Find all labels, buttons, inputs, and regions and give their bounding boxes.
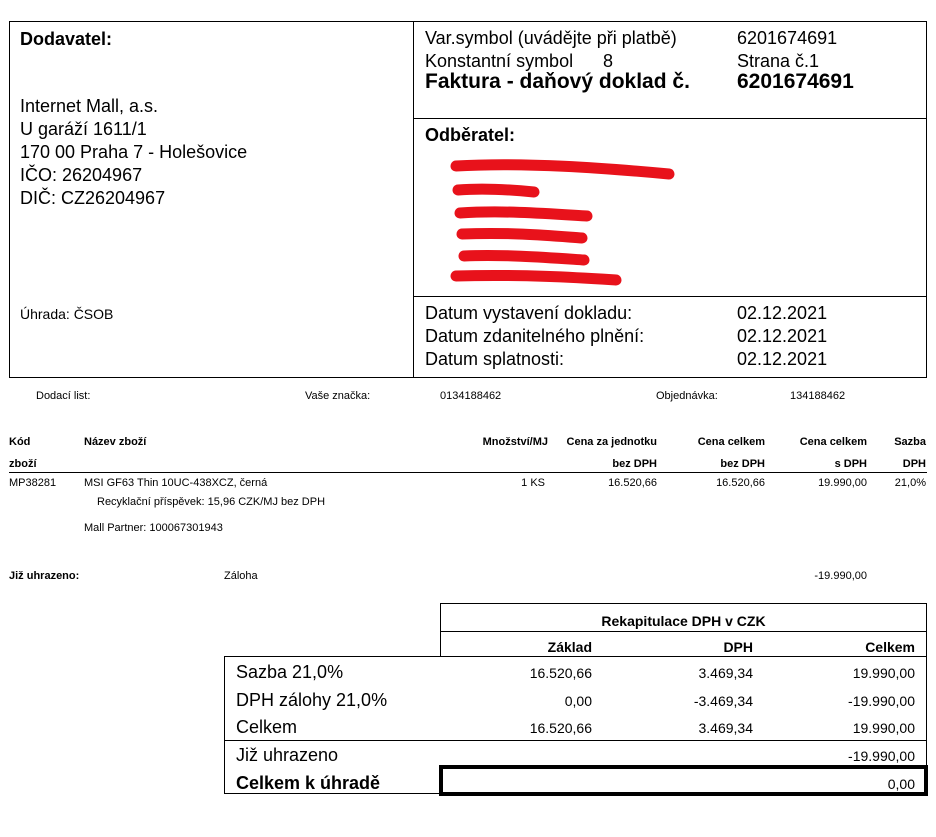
recap-col-base: Základ (547, 639, 592, 655)
recap-row-rate-vat: 3.469,34 (698, 665, 753, 681)
recap-title: Rekapitulace DPH v CZK (601, 613, 766, 629)
recycling-fee: Recyklační příspěvek: 15,96 CZK/MJ bez DPH (97, 496, 326, 508)
col-rate: Sazba (894, 436, 926, 448)
col-name: Název zboží (84, 436, 147, 448)
item-name: MSI GF63 Thin 10UC-438XCZ, černá (84, 477, 268, 489)
recap-paid-label: Již uhrazeno (236, 745, 339, 765)
date-issue-value: 02.12.2021 (737, 303, 828, 323)
recap-row-rate-base: 16.520,66 (529, 665, 592, 681)
col-total-vat-2: s DPH (834, 458, 867, 470)
items-header-line (9, 472, 927, 473)
col-unit-price-2: bez DPH (612, 458, 657, 470)
recap-row-advance-label: DPH zálohy 21,0% (236, 690, 388, 710)
recap-paid-value: -19.990,00 (848, 748, 915, 764)
col-total-vat: Cena celkem (799, 436, 867, 448)
invoice-number: 6201674691 (737, 70, 854, 93)
invoice-divider (413, 118, 927, 119)
supplier-dic: DIČ: CZ26204967 (20, 188, 166, 208)
supplier-heading: Dodavatel: (20, 29, 113, 49)
date-taxable-label: Datum zdanitelného plnění: (425, 326, 645, 346)
delivery-note-label: Dodací list: (36, 390, 91, 402)
col-unit-price: Cena za jednotku (566, 436, 657, 448)
const-symbol-label: Konstantní symbol (425, 51, 574, 71)
page-number: Strana č.1 (737, 51, 820, 71)
recap-body-top-line (224, 656, 927, 657)
supplier-city: 170 00 Praha 7 - Holešovice (20, 142, 248, 162)
recap-row-advance-total: -19.990,00 (848, 693, 915, 709)
recap-col-vat: DPH (723, 639, 753, 655)
recap-body-left-line (224, 656, 225, 794)
recap-row-total-label: Celkem (236, 717, 298, 737)
col-code: Kód (9, 436, 31, 448)
item-total-vat: 19.990,00 (818, 477, 867, 489)
customer-heading: Odběratel: (425, 125, 516, 145)
item-code: MP38281 (9, 477, 57, 489)
var-symbol-label: Var.symbol (uvádějte při platbě) (425, 28, 677, 48)
your-mark-value: 0134188462 (440, 390, 502, 402)
supplier-name: Internet Mall, a.s. (20, 96, 159, 116)
recap-row-total-base: 16.520,66 (529, 720, 592, 736)
header-divider (413, 21, 414, 378)
col-rate-2: DPH (902, 458, 926, 470)
recap-row-total-vat: 3.469,34 (698, 720, 753, 736)
recap-row-advance-base: 0,00 (564, 693, 592, 709)
customer-divider (413, 296, 927, 297)
order-value: 134188462 (790, 390, 846, 402)
recap-row-advance-vat: -3.469,34 (693, 693, 753, 709)
var-symbol-value: 6201674691 (737, 28, 838, 48)
const-symbol-value: 8 (603, 51, 614, 71)
due-label: Celkem k úhradě (236, 773, 381, 793)
item-rate: 21,0% (894, 477, 926, 489)
recap-row-total-total: 19.990,00 (852, 720, 915, 736)
date-due-label: Datum splatnosti: (425, 349, 565, 369)
redaction-scribble (444, 152, 684, 287)
payment-method: Úhrada: ČSOB (20, 306, 114, 322)
your-mark-label: Vaše značka: (305, 390, 371, 402)
item-total: 16.520,66 (716, 477, 765, 489)
date-taxable-value: 02.12.2021 (737, 326, 828, 346)
date-due-value: 02.12.2021 (737, 349, 828, 369)
col-total-2: bez DPH (720, 458, 765, 470)
col-total: Cena celkem (697, 436, 765, 448)
recap-left-line (440, 603, 441, 657)
invoice-title: Faktura - daňový doklad č. (425, 70, 690, 93)
col-code-2: zboží (9, 458, 37, 470)
item-unit-price: 16.520,66 (608, 477, 657, 489)
recap-row-rate-total: 19.990,00 (852, 665, 915, 681)
recap-col-total: Celkem (865, 639, 915, 655)
prepaid-label: Již uhrazeno: (9, 570, 80, 582)
due-value: 0,00 (887, 776, 915, 792)
recap-paid-line (224, 740, 927, 741)
date-issue-label: Datum vystavení dokladu: (425, 303, 633, 323)
item-qty: 1 KS (521, 477, 545, 489)
recap-row-rate-label: Sazba 21,0% (236, 662, 344, 682)
mall-partner: Mall Partner: 100067301943 (84, 522, 223, 534)
recap-top-line (440, 603, 927, 604)
prepaid-type: Záloha (224, 570, 258, 582)
prepaid-amount: -19.990,00 (814, 570, 867, 582)
supplier-ico: IČO: 26204967 (20, 165, 143, 185)
recap-title-line (440, 631, 927, 632)
order-label: Objednávka: (656, 390, 718, 402)
supplier-street: U garáží 1611/1 (20, 119, 147, 139)
col-qty: Množství/MJ (482, 436, 548, 448)
